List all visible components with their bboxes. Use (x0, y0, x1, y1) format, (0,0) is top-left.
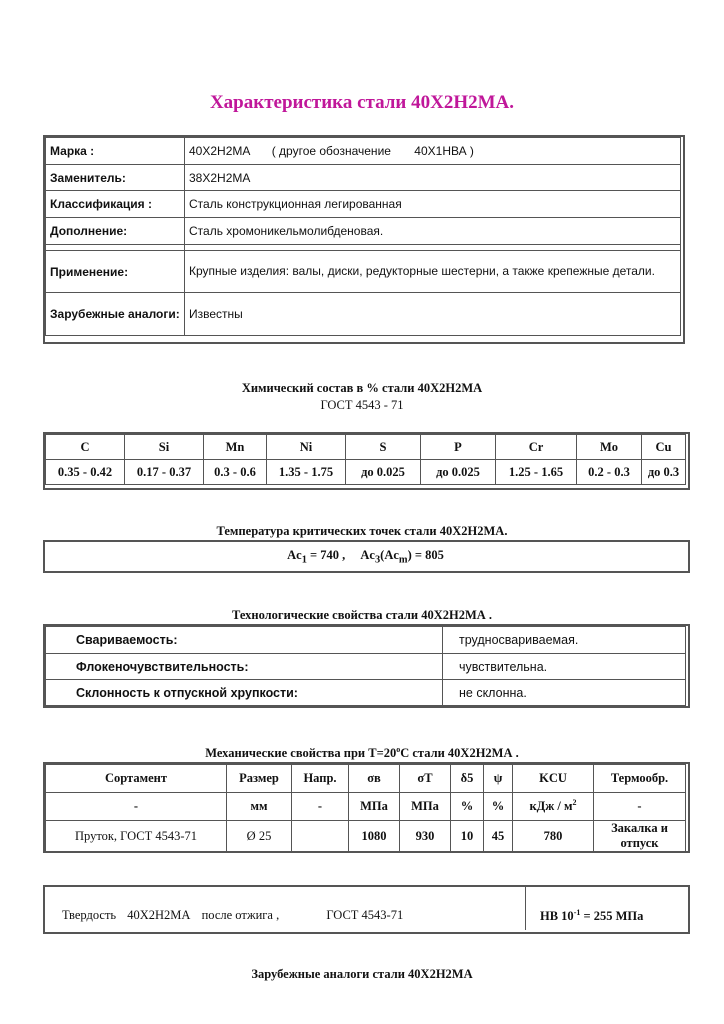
technological-heading: Технологические свойства стали 40Х2Н2МА . (231, 608, 493, 622)
mechanical-header-row (46, 765, 686, 793)
brand-alt-value: 40Х1НВА ) (414, 144, 474, 158)
hardness-condition: после отжига , (201, 908, 280, 922)
mechanical-data-row (46, 821, 686, 852)
weldability-value: трудносвариваемая. (443, 627, 686, 654)
row-kcu: 780 (513, 821, 594, 852)
foreign-analogs-label: Зарубежные аналоги: (46, 293, 185, 336)
row-direction (292, 821, 349, 852)
hardness-label: Твердость (62, 908, 117, 922)
row-application (46, 251, 681, 293)
unit-kcu-text: кДж / м (529, 799, 573, 814)
addition-value: Сталь хромоникельмолибденовая. (185, 218, 681, 245)
classification-value: Сталь конструкционная легированная (185, 191, 681, 218)
chemical-standard: ГОСТ 4543 - 71 (320, 398, 404, 412)
unit-psi: % (484, 793, 513, 821)
element-p: P (421, 435, 496, 460)
hdr-size: Размер (227, 765, 292, 793)
row-substitute (46, 165, 681, 191)
tech-row (46, 627, 686, 654)
ac3-label: Ac (360, 548, 375, 562)
brand-main: 40Х2Н2МА (189, 144, 251, 158)
value-c: 0.35 - 0.42 (46, 460, 125, 485)
brand-alt-label: ( другое обозначение (271, 144, 391, 158)
mechanical-heading-b: С стали 40Х2Н2МА . (400, 746, 519, 761)
mechanical-heading-sup: o (396, 745, 401, 754)
ac3-sub: 3 (374, 554, 381, 566)
application-value: Крупные изделия: валы, диски, редукторные шестерни, а также крепежные детали. (185, 251, 681, 293)
ac1-label: Ac (287, 548, 302, 562)
substitute-label: Заменитель: (46, 165, 185, 191)
row-size: Ø 25 (227, 821, 292, 852)
hardness-value-b: = 255 МПа (583, 909, 644, 924)
element-cu: Cu (642, 435, 686, 460)
unit-heat-treatment: - (594, 793, 686, 821)
value-p: до 0.025 (421, 460, 496, 485)
temper-brittleness-label: Склонность к отпускной хрупкости: (46, 680, 443, 706)
row-sigma-t: 930 (400, 821, 451, 852)
hardness-value-sup: -1 (573, 908, 581, 917)
value-cu: до 0.3 (642, 460, 686, 485)
value-si: 0.17 - 0.37 (125, 460, 204, 485)
unit-delta5: % (451, 793, 484, 821)
unit-sigma-b: МПа (349, 793, 400, 821)
page-title: Характеристика стали 40Х2Н2МА. (209, 92, 515, 113)
unit-kcu (513, 793, 594, 821)
row-psi: 45 (484, 821, 513, 852)
foreign-analogs-value: Известны (185, 293, 681, 336)
unit-sigma-t: МПа (400, 793, 451, 821)
element-cr: Cr (496, 435, 577, 460)
hardness-value-a: HB 10 (540, 909, 574, 924)
value-s: до 0.025 (346, 460, 421, 485)
tech-row (46, 680, 686, 706)
technological-table (45, 626, 686, 706)
mechanical-table (45, 764, 686, 852)
classification-label: Классификация : (46, 191, 185, 218)
hardness-left-text (62, 908, 403, 923)
application-label: Применение: (46, 251, 185, 293)
row-sigma-b: 1080 (349, 821, 400, 852)
ac1-value: = 740 , (310, 548, 346, 562)
hdr-product: Сортамент (46, 765, 227, 793)
ac1-sub: 1 (301, 554, 307, 566)
hdr-sigma-t: σT (400, 765, 451, 793)
hdr-kcu: KCU (513, 765, 594, 793)
ac3-sub-m: m (398, 554, 408, 566)
element-s: S (346, 435, 421, 460)
element-si: Si (125, 435, 204, 460)
substitute-value: 38Х2Н2МА (185, 165, 681, 191)
flake-sensitivity-value: чувствительна. (443, 654, 686, 680)
ac3-value: ) = 805 (407, 548, 444, 562)
mechanical-heading (0, 745, 724, 761)
value-cr: 1.25 - 1.65 (496, 460, 577, 485)
hardness-standard: ГОСТ 4543-71 (326, 908, 404, 922)
hdr-psi: ψ (484, 765, 513, 793)
chemical-heading: Химический состав в % стали 40Х2Н2МА (241, 381, 483, 395)
weldability-label: Свариваемость: (46, 627, 443, 654)
element-mn: Mn (204, 435, 267, 460)
hardness-grade: 40Х2Н2МА (127, 908, 191, 922)
row-heat-treatment: Закалка и отпуск (594, 821, 686, 852)
chemical-table (45, 434, 686, 485)
addition-label: Дополнение: (46, 218, 185, 245)
brand-label: Марка : (46, 138, 185, 165)
unit-product: - (46, 793, 227, 821)
hdr-heat-treatment: Термообр. (594, 765, 686, 793)
brand-value (185, 138, 681, 165)
hdr-direction: Напр. (292, 765, 349, 793)
row-classification (46, 191, 681, 218)
critical-values (45, 548, 686, 566)
value-ni: 1.35 - 1.75 (267, 460, 346, 485)
foreign-analogs-heading: Зарубежные аналоги стали 40Х2Н2МА (251, 967, 473, 981)
value-mo: 0.2 - 0.3 (577, 460, 642, 485)
chemical-header-row (46, 435, 686, 460)
tech-row (46, 654, 686, 680)
element-mo: Mo (577, 435, 642, 460)
row-addition (46, 218, 681, 245)
unit-direction: - (292, 793, 349, 821)
mechanical-units-row (46, 793, 686, 821)
unit-kcu-sup: 2 (572, 798, 577, 808)
hardness-divider (525, 887, 526, 930)
row-brand (46, 138, 681, 165)
hdr-sigma-b: σв (349, 765, 400, 793)
row-foreign-analogs (46, 293, 681, 336)
hardness-value (540, 908, 643, 924)
row-product: Пруток, ГОСТ 4543-71 (46, 821, 227, 852)
ac3-mid: (Ac (380, 548, 399, 562)
unit-size: мм (227, 793, 292, 821)
chemical-values-row (46, 460, 686, 485)
element-ni: Ni (267, 435, 346, 460)
mechanical-heading-a: Механические свойства при Т=20 (205, 746, 397, 761)
temper-brittleness-value: не склонна. (443, 680, 686, 706)
value-mn: 0.3 - 0.6 (204, 460, 267, 485)
element-c: C (46, 435, 125, 460)
hdr-delta5: δ5 (451, 765, 484, 793)
flake-sensitivity-label: Флокеночувствительность: (46, 654, 443, 680)
critical-heading: Температура критических точек стали 40Х2Н2МА. (216, 524, 508, 538)
row-delta5: 10 (451, 821, 484, 852)
general-info-table (45, 137, 681, 336)
